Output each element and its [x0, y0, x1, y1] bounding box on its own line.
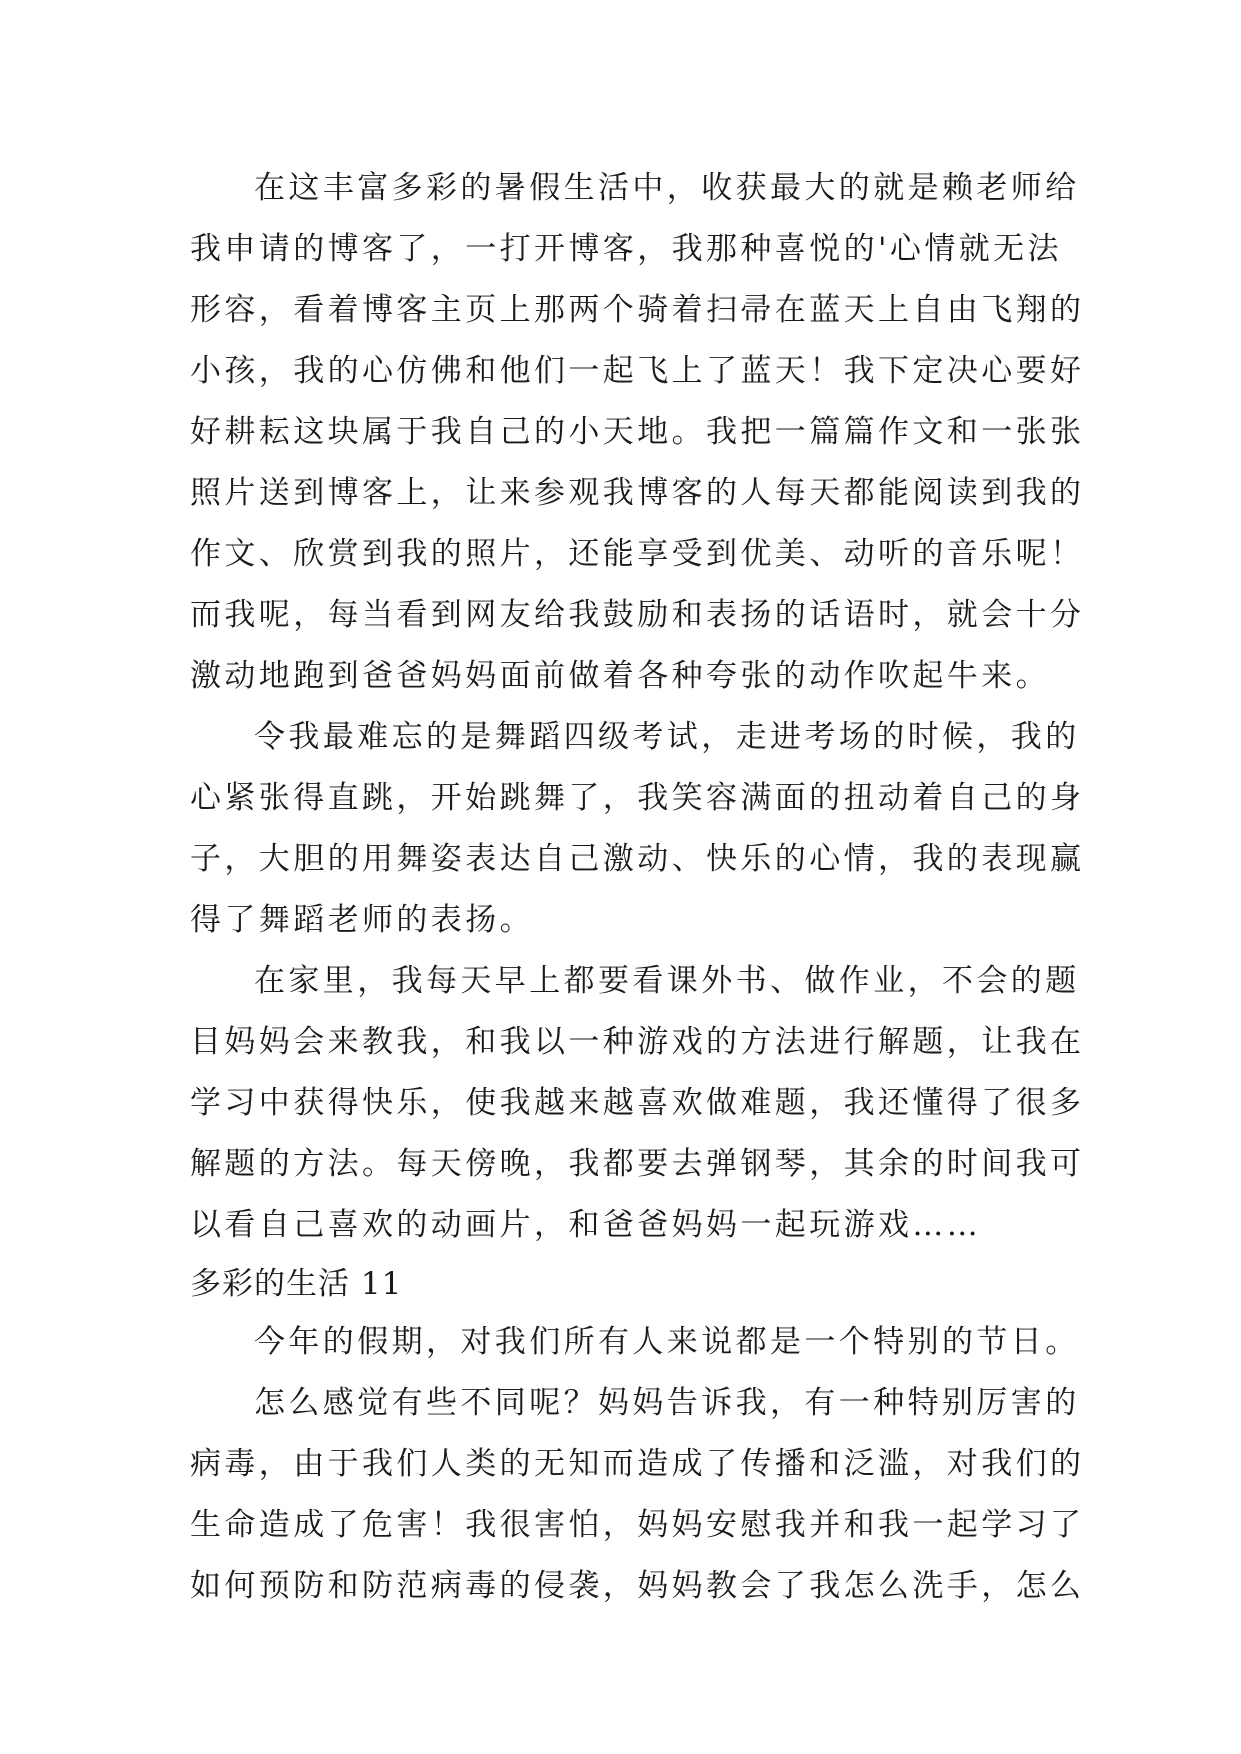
paragraph-line: 在家里，我每天早上都要看课外书、做作业，不会的题 — [254, 963, 1080, 999]
paragraph-line: 形容，看着博客主页上那两个骑着扫帚在蓝天上自由飞翔的 — [190, 292, 1085, 328]
paragraph-line: 心紧张得直跳，开始跳舞了，我笑容满面的扭动着自己的身 — [190, 780, 1085, 816]
paragraph-line: 解题的方法。每天傍晚，我都要去弹钢琴，其余的时间我可 — [190, 1146, 1085, 1182]
section-heading: 多彩的生活 11 — [190, 1266, 403, 1302]
paragraph-line: 目妈妈会来教我，和我以一种游戏的方法进行解题，让我在 — [190, 1024, 1085, 1060]
paragraph-line: 我申请的博客了，一打开博客，我那种喜悦的'心情就无法 — [190, 231, 1062, 267]
paragraph-line: 以看自己喜欢的动画片，和爸爸妈妈一起玩游戏…… — [190, 1207, 982, 1243]
paragraph-line: 如何预防和防范病毒的侵袭，妈妈教会了我怎么洗手，怎么 — [190, 1568, 1085, 1604]
paragraph-line: 令我最难忘的是舞蹈四级考试，走进考场的时候，我的 — [254, 719, 1080, 755]
paragraph-line: 小孩，我的心仿佛和他们一起飞上了蓝天！我下定决心要好 — [190, 353, 1085, 389]
paragraph-line: 子，大胆的用舞姿表达自己激动、快乐的心情，我的表现赢 — [190, 841, 1085, 877]
paragraph-line: 好耕耘这块属于我自己的小天地。我把一篇篇作文和一张张 — [190, 414, 1085, 450]
paragraph-line: 作文、欣赏到我的照片，还能享受到优美、动听的音乐呢！ — [190, 536, 1085, 572]
paragraph-line: 在这丰富多彩的暑假生活中，收获最大的就是赖老师给 — [254, 170, 1080, 206]
paragraph-line: 学习中获得快乐，使我越来越喜欢做难题，我还懂得了很多 — [190, 1085, 1085, 1121]
paragraph-line: 今年的假期，对我们所有人来说都是一个特别的节日。 — [254, 1324, 1080, 1360]
paragraph-line: 照片送到博客上，让来参观我博客的人每天都能阅读到我的 — [190, 475, 1085, 511]
paragraph-line: 激动地跑到爸爸妈妈面前做着各种夸张的动作吹起牛来。 — [190, 658, 1050, 694]
paragraph-line: 怎么感觉有些不同呢？妈妈告诉我，有一种特别厉害的 — [254, 1385, 1080, 1421]
paragraph-line: 病毒，由于我们人类的无知而造成了传播和泛滥，对我们的 — [190, 1446, 1085, 1482]
paragraph-line: 而我呢，每当看到网友给我鼓励和表扬的话语时，就会十分 — [190, 597, 1085, 633]
paragraph-line: 生命造成了危害！我很害怕，妈妈安慰我并和我一起学习了 — [190, 1507, 1085, 1543]
document-body — [190, 158, 1085, 1617]
paragraph-line: 得了舞蹈老师的表扬。 — [190, 902, 534, 938]
